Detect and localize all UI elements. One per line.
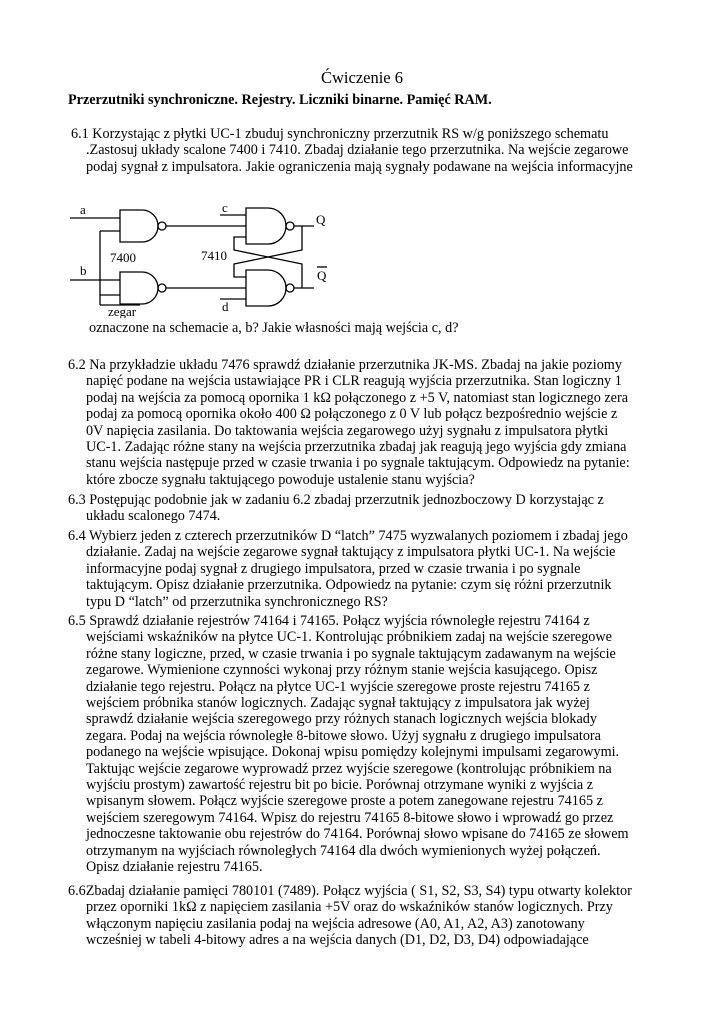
label-q-bar: Q [317,268,327,283]
paragraph-line: oznaczone na schemacie a, b? Jakie własności mają wejścia c, d? [89,320,459,336]
paragraph-line: działanie tego rejestru. Połącz na płytce UC-1 wyjście szeregowe proste rejestru 74165 z [86,678,590,695]
label-a: a [80,202,86,217]
nand-bubble [286,222,294,230]
paragraph-line: przez oporniki 1kΩ z napięciem zasilania +5V oraz do wskaźników stanów logicznych. Przy [86,899,613,916]
rs-flip-flop-schematic [70,200,350,318]
paragraph-line: zegara. Podaj na wejścia równoległe 8-bitowe słowo. Użyj sygnału z drugiego impulsatora [86,727,601,744]
paragraph-line: wejściem szeregowym 74164. Wpisz do rejestru 74165 8-bitowe słowo i wprowadź go przez [86,809,614,826]
paragraph-line: 6.3 Postępując podobnie jak w zadaniu 6.2 zbadaj przerzutnik jednozboczowy D korzystając z [68,492,604,508]
paragraph-line: podanego na wejście wpisujące. Dokonaj wpisu pomiędzy kolejnymi impulsami zegarowymi. [86,744,620,761]
paragraph-line: wejściami wskaźników na płytce UC-1. Kontrolując próbnikiem zadaj na wejście szeregowe [86,629,612,646]
label-chip-7410: 7410 [201,248,227,263]
paragraph-line: włączonym napięciu zasilania podaj na wejścia adresowe (A0, A1, A2, A3) zanotowany [86,915,585,932]
paragraph-line: Opisz działanie rejestru 74165. [86,859,263,876]
nand-gate-7400-top [120,210,158,242]
paragraph-line: podaj sygnał z impulsatora. Jakie ograniczenia mają sygnały podawane na wejścia informacyjne [86,158,633,175]
paragraph-line: które zbocze sygnału taktującego powoduje ustalenie stanu wyjścia? [86,471,475,488]
nand-gate-7410-top [246,208,286,244]
section-6-3 [68,492,668,525]
page-subtitle: Przerzutniki synchroniczne. Rejestry. Liczniki binarne. Pamięć RAM. [68,92,492,108]
paragraph-line: taktującym. Opisz działanie przerzutnika. Odpowiedz na pytanie: czym się różni przerzutnik [86,577,612,594]
paragraph-line: działanie. Zadaj na wejście zegarowe sygnał taktujący z impulsatora płytki UC-1. Na wejście [86,544,616,561]
nand-bubble [158,222,166,230]
paragraph-line: otrzymanym na wyjściach równoległych 74164 dla dwóch wymienionych wyżej połączeń. [86,842,601,859]
paragraph-line: Taktując wejście zegarowe wyprowadź przez wyjście szeregowe (kontrolując próbnikiem na [86,760,612,777]
paragraph-line: sprawdź działanie wejścia szeregowego przy różnych stanach logicznych wejścia blokady [86,711,597,728]
section-6-5 [68,613,668,876]
label-d: d [222,299,229,314]
label-clock: zegar [108,304,137,318]
paragraph-line: zegarowe. Wymienione czynności wykonaj przy różnym stanie wejścia kasującego. Opisz [86,662,598,679]
paragraph-line: 0V napięcia zasilania. Do taktowania wejścia zegarowego użyj sygnału z impulsatora płytki [86,422,609,439]
paragraph-line: wyjściu prostym) zawartość rejestru bit po bicie. Porównaj otrzymane wyniki z wyjścia z [86,777,594,794]
paragraph-line: informacyjne podaj sygnał z drugiego impulsatora, przed w czasie trwania i po sygnale [86,560,581,577]
paragraph-line: 6.6Zbadaj działanie pamięci 780101 (7489). Połącz wyjścia ( S1, S2, S3, S4) typu otwarty kolektor [68,883,632,899]
page-title: Ćwiczenie 6 [320,68,403,87]
paragraph-line: typu D “latch” od przerzutnika synchronicznego RS? [86,593,388,610]
section-6-2 [68,357,668,488]
paragraph-line: stanu wejścia następuje przed w czasie trwania i po sygnale taktującym. Odpowiedz na pytanie: [86,455,630,472]
paragraph-line: napięć podane na wejścia ustawiające PR i CLR reagują wyjścia przerzutnika. Stan logiczny 1 [86,373,622,390]
paragraph-line: różne stany logiczne, przed, w czasie trwania i po sygnale taktującym zadawanym na wejście [86,645,616,662]
paragraph-line: podaj za pomocą opornika około 400 Ω połączonego z 0 V lub połącz bezpośrednio wejście z [86,406,618,423]
nand-gate-7400-bottom [120,272,158,304]
paragraph-line: wpisanym słowem. Połącz wyjście szeregowe proste a potem zanegowane rejestru 74165 z [86,793,603,810]
paragraph-line: 6.4 Wybierz jeden z czterech przerzutników D “latch” 7475 wyzwalanych poziomem i zbadaj jego [68,528,628,544]
section-6-1-continuation [89,320,689,336]
paragraph-line: jednoczesne taktowanie obu rejestrów do 74164. Porównaj słowo wpisane do 74165 ze słowem [86,826,629,843]
section-6-6 [68,883,668,949]
label-chip-7400: 7400 [110,250,136,265]
section-6-4 [68,528,668,610]
nand-bubble [158,284,166,292]
paragraph-line: UC-1. Zadając różne stany na wejścia przerzutnika zbadaj jak reagują jego wyjścia gdy zmiana [86,439,627,456]
paragraph-line: wejściem próbnika stanów logicznych. Zadając sygnał taktujący z impulsatora jak wyżej [86,695,590,712]
nand-gate-7410-bottom [246,270,286,306]
label-q: Q [316,212,326,227]
paragraph-line: 6.1 Korzystając z płytki UC-1 zbuduj synchroniczny przerzutnik RS w/g poniższego schematu [71,126,609,142]
label-b: b [80,263,87,278]
paragraph-line: 6.2 Na przykładzie układu 7476 sprawdź działanie przerzutnika JK-MS. Zbadaj na jakie poziomy [68,357,622,373]
label-c: c [222,200,228,215]
paragraph-line: 6.5 Sprawdź działanie rejestrów 74164 i 74165. Połącz wyjścia równoległe rejestru 74164 z [68,613,590,629]
paragraph-line: .Zastosuj układy scalone 7400 i 7410. Zbadaj działanie tego przerzutnika. Na wejście zegarowe [86,142,629,159]
paragraph-line: wcześniej w tabeli 4-bitowy adres a na wejścia danych (D1, D2, D3, D4) odpowiadające [86,932,589,949]
paragraph-line: układu scalonego 7474. [86,508,221,525]
paragraph-line: podaj na wejścia za pomocą opornika 1 kΩ połączonego z +5 V, natomiast stan logicznego zera [86,389,628,406]
section-6-1 [71,126,671,175]
nand-bubble [286,284,294,292]
